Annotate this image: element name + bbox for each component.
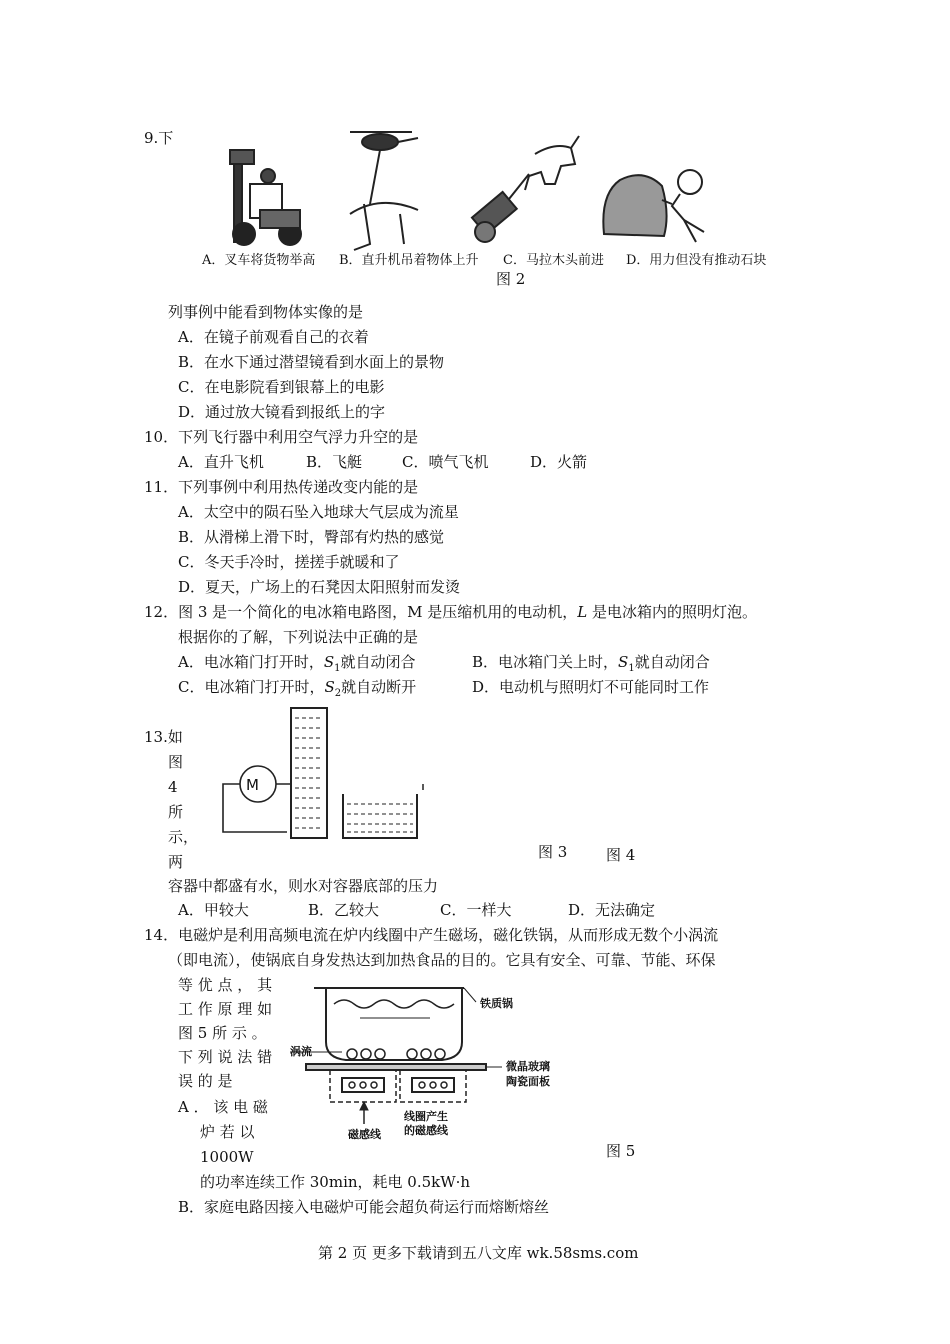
fig2-caption-d: D．用力但没有推动石块 [626,253,767,268]
q11-option-c: C．冬天手冷时，搓搓手就暖和了 [178,553,400,571]
q11-stem: 11．下列事例中利用热传递改变内能的是 [144,478,419,496]
q14-option-a-line2: 炉 若 以 [200,1123,255,1141]
q9-option-a: A．在镜子前观看自己的衣着 [178,328,369,346]
q14-stem-line2: （即电流），使锅底自身发热达到加热食品的目的。它具有安全、可靠、节能、环保 [168,951,716,969]
q13-stem: 容器中都盛有水，则水对容器底部的压力 [168,877,439,895]
q13-vchar-1: 图 [168,753,184,771]
ceramic-panel [306,1064,486,1070]
forklift-drawing [230,150,301,245]
q14-left-line-1: 等 优 点 ， 其 [178,976,273,994]
tall-container [291,708,327,838]
q10-option-b: B．飞艇 [306,453,363,471]
q13-vchar-3: 所 [168,803,184,821]
q12-stem: 12．图 3 是一个简化的电冰箱电路图，M 是压缩机用的电动机，L 是电冰箱内的照明灯泡。 [144,603,758,621]
q10-option-d: D．火箭 [530,453,588,471]
q14-option-a-cont: 的功率连续工作 30min，耗电 0.5kW·h [200,1173,471,1191]
q10-option-c: C．喷气飞机 [402,453,489,471]
q9-option-c: C．在电影院看到银幕上的电影 [178,378,385,396]
helicopter-drawing [350,132,418,250]
q12-option-c: C．电冰箱门打开时，$S_2$就自动断开 [178,678,417,699]
q12-stem-line2: 根据你的了解，下列说法中正确的是 [178,628,419,646]
fig3-label: 图 3 [538,843,568,861]
q14-left-line-2: 工 作 原 理 如 [178,1000,273,1018]
fig5-pot-label: 铁质锅 [480,997,513,1010]
q13-number: 13.如 [144,728,183,746]
fig2-caption-c: C．马拉木头前进 [503,253,604,268]
fig2-caption-b: B．直升机吊着物体上升 [339,253,479,268]
fig5-label: 图 5 [606,1142,636,1160]
eddy-circles [347,1049,445,1059]
q14-option-a-line1: A ． 该 电 磁 [178,1098,268,1116]
push-rock-drawing [603,170,704,242]
q9-option-b: B．在水下通过潜望镜看到水面上的景物 [178,353,445,371]
wide-container [343,784,423,838]
fig4-label: 图 4 [606,846,636,864]
fig5-coil-label-1: 线圈产生 [404,1110,448,1123]
q14-option-b: B．家庭电路因接入电磁炉可能会超负荷运行而熔断熔丝 [178,1198,550,1216]
page-footer: 第 2 页 更多下载请到五八文库 wk.58sms.com [318,1244,639,1262]
q11-option-a: A．太空中的陨石坠入地球大气层成为流星 [178,503,459,521]
q14-left-line-5: 误 的 是 [178,1072,233,1090]
q11-option-d: D．夏天，广场上的石凳因太阳照射而发烫 [178,578,461,596]
fig2-label: 图 2 [496,270,526,288]
q13-vchar-2: 4 [168,778,178,796]
fig5-panel-label-2: 陶瓷面板 [506,1075,550,1088]
q13-option-c: C．一样大 [440,901,512,919]
q14-left-line-3: 图 5 所 示 。 [178,1024,267,1042]
q12-option-d: D．电动机与照明灯不可能同时工作 [472,678,710,696]
fig5-eddy-label: 涡流 [290,1045,312,1058]
horse-log-drawing [472,136,579,242]
q9-option-d: D．通过放大镜看到报纸上的字 [178,403,386,421]
q14-stem-line1: 14．电磁炉是利用高频电流在炉内线圈中产生磁场，磁化铁锅，从而形成无数个小涡流 [144,926,719,944]
q10-stem: 10．下列飞行器中利用空气浮力升空的是 [144,428,419,446]
q9-number: 9.下 [144,129,174,147]
q10-option-a: A．直升飞机 [178,453,264,471]
q9-stem: 列事例中能看到物体实像的是 [168,303,364,321]
fig5-panel-label-1: 微晶玻璃 [506,1060,550,1073]
q13-vchar-4: 示， [168,828,199,846]
motor-label: M [246,776,259,794]
fig5-coil-label-2: 的磁感线 [404,1124,448,1137]
q14-left-line-4: 下 列 说 法 错 [178,1048,273,1066]
q12-option-a: A．电冰箱门打开时，$S_1$就自动闭合 [178,653,416,674]
fig5-flux-label: 磁感线 [348,1128,381,1141]
q13-option-b: B．乙较大 [308,901,380,919]
figure-2-illustrations [220,124,740,254]
q14-option-a-line3: 1000W [200,1148,254,1166]
q13-option-a: A．甲较大 [178,901,249,919]
q12-option-b: B．电冰箱门关上时，$S_1$就自动闭合 [472,653,710,674]
fig2-caption-a: A．叉车将货物举高 [202,253,316,268]
q13-option-d: D．无法确定 [568,901,656,919]
q11-option-b: B．从滑梯上滑下时，臀部有灼热的感觉 [178,528,445,546]
q13-vchar-5: 两 [168,853,184,871]
